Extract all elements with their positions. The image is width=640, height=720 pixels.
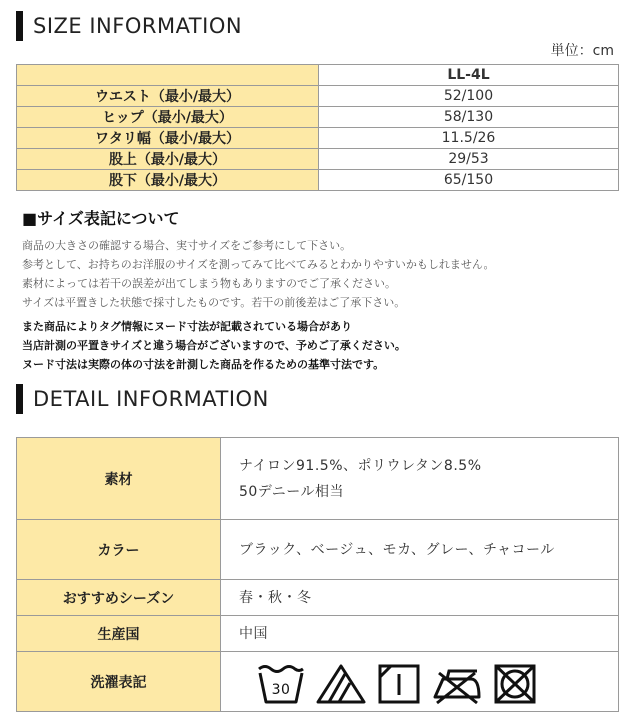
- size-row-value: 11.5/26: [319, 128, 619, 149]
- note-bold-line: 当店計測の平置きサイズと違う場合がございますので、予めご了承ください。: [22, 339, 406, 352]
- table-row: [17, 128, 619, 149]
- size-table: [16, 64, 619, 191]
- size-row-label: ウエスト（最小/最大）: [17, 86, 319, 107]
- note-line: 参考として、お持ちのお洋服のサイズを測ってみて比べてみるとわかりやすいかもしれません。: [22, 258, 495, 271]
- origin-label: 生産国: [17, 616, 221, 652]
- size-info-title: SIZE INFORMATION: [33, 14, 243, 38]
- no-bleach-icon: [315, 663, 367, 705]
- heading-bar: [16, 11, 23, 41]
- care-icons: [221, 652, 619, 712]
- wash-tub-30-icon: [257, 663, 305, 705]
- material-label: 素材: [17, 438, 221, 520]
- detail-row-color: [17, 520, 619, 580]
- size-row-label: ヒップ（最小/最大）: [17, 107, 319, 128]
- size-row-label: ワタリ幅（最小/最大）: [17, 128, 319, 149]
- table-row: [17, 170, 619, 191]
- size-header-label: [17, 65, 319, 86]
- detail-row-origin: [17, 616, 619, 652]
- detail-info-title: DETAIL INFORMATION: [33, 387, 269, 411]
- season-value: 春・秋・冬: [221, 580, 619, 616]
- size-row-value: 58/130: [319, 107, 619, 128]
- note-line: サイズは平置きした状態で採寸したものです。若干の前後差はご了承下さい。: [22, 296, 406, 309]
- size-row-value: 65/150: [319, 170, 619, 191]
- care-label: 洗濯表記: [17, 652, 221, 712]
- detail-row-season: [17, 580, 619, 616]
- detail-row-material: [17, 438, 619, 520]
- color-value: ブラック、ベージュ、モカ、グレー、チャコール: [221, 520, 619, 580]
- detail-row-care: [17, 652, 619, 712]
- line-dry-icon: [377, 663, 421, 705]
- size-row-label: 股下（最小/最大）: [17, 170, 319, 191]
- note-bold-line: また商品によりタグ情報にヌード寸法が記載されている場合があり: [22, 320, 352, 333]
- material-value: [221, 438, 619, 520]
- note-bold-line: ヌード寸法は実際の体の寸法を計測した商品を作るための基準寸法です。: [22, 358, 385, 371]
- color-label: カラー: [17, 520, 221, 580]
- table-row: [17, 86, 619, 107]
- heading-bar: [16, 384, 23, 414]
- size-table-header: [17, 65, 619, 86]
- note-line: 素材によっては若干の誤差が出てしまう物もありますのでご了承ください。: [22, 277, 396, 290]
- table-row: [17, 107, 619, 128]
- origin-value: 中国: [221, 616, 619, 652]
- size-row-label: 股上（最小/最大）: [17, 149, 319, 170]
- material-line: 50デニール相当: [239, 483, 344, 500]
- size-notes-title: ■サイズ表記について: [22, 209, 180, 228]
- material-line: ナイロン91.5%、ポリウレタン8.5%: [239, 457, 482, 474]
- season-label: おすすめシーズン: [17, 580, 221, 616]
- wash-temp-label: 30: [271, 681, 291, 698]
- note-line: 商品の大きさの確認する場合、実寸サイズをご参考にして下さい。: [22, 239, 352, 252]
- size-info-heading: [16, 10, 242, 42]
- detail-table: [16, 437, 619, 712]
- unit-label: 単位：cm: [550, 43, 614, 59]
- size-notes-bold: [22, 317, 406, 374]
- detail-info-heading: [16, 383, 269, 415]
- iron-low-icon: [431, 663, 483, 705]
- size-row-value: 52/100: [319, 86, 619, 107]
- no-tumble-dry-icon: [493, 663, 537, 705]
- size-header-value: LL-4L: [319, 65, 619, 86]
- table-row: [17, 149, 619, 170]
- size-notes: [22, 236, 495, 312]
- size-row-value: 29/53: [319, 149, 619, 170]
